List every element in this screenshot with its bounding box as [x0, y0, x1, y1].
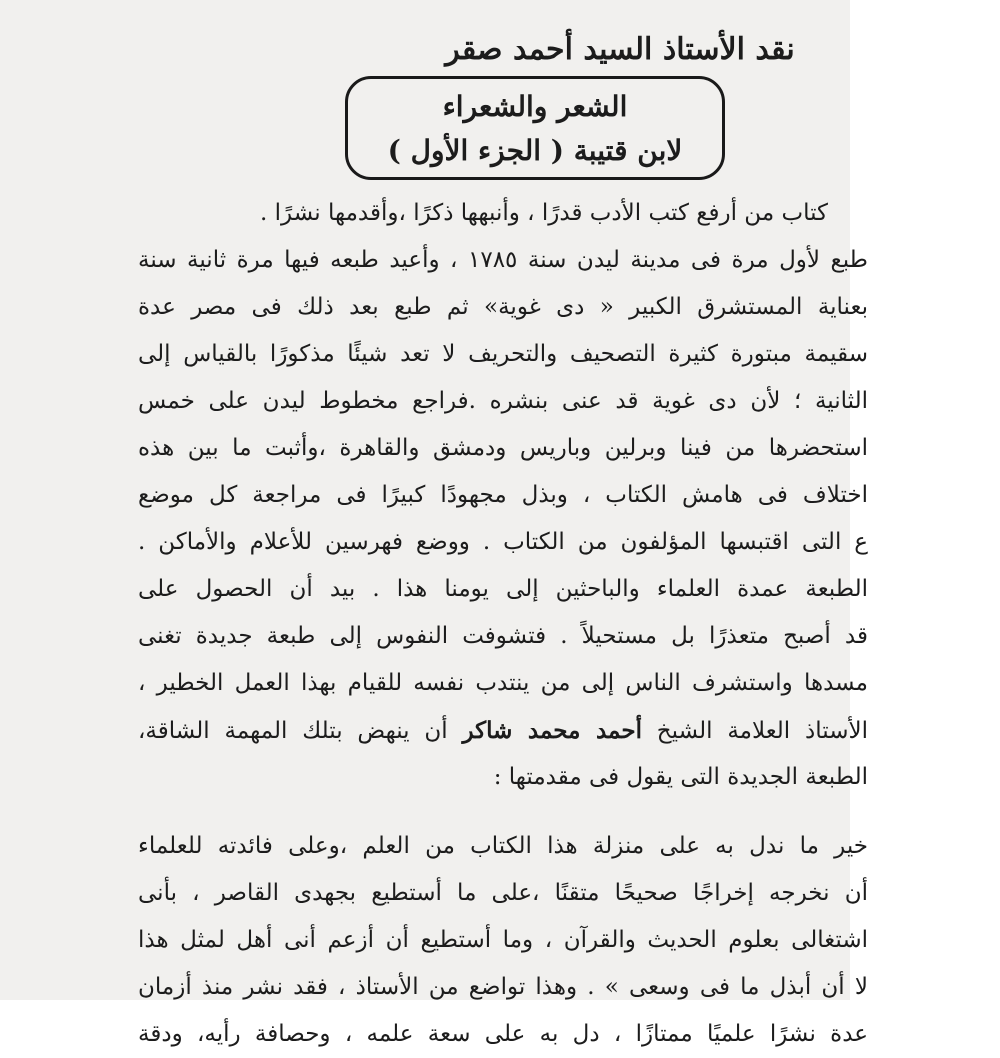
text-line: بعناية المستشرق الكبير « دى غوية» ثم طبع بعد ذلك فى مصر عدة	[138, 294, 868, 320]
book-title: الشعر والشعراء	[442, 90, 628, 123]
text-line: طبع لأول مرة فى مدينة ليدن سنة ١٧٨٥ ، وأعيد طبعه فيها مرة ثانية سنة	[138, 247, 868, 273]
body-text	[138, 190, 868, 1058]
text-fragment: أن ينهض بتلك المهمة الشاقة،	[138, 718, 448, 744]
scholar-name: أحمد محمد شاكر	[462, 717, 642, 744]
quote-line: اشتغالى بعلوم الحديث والقرآن ، وما أستطيع أن أزعم أنى أهل لمثل هذا	[138, 927, 868, 953]
text-line: استحضرها من فينا وبرلين وباريس ودمشق والقاهرة ،وأثبت ما بين هذه	[138, 435, 868, 461]
article-heading: نقد الأستاذ السيد أحمد صقر	[445, 32, 795, 67]
text-line: الثانية ؛ لأن دى غوية قد عنى بنشره .فراجع مخطوط ليدن على خمس	[138, 388, 868, 414]
quote-line: خير ما ندل به على منزلة هذا الكتاب من العلم ،وعلى فائدته للعلماء	[138, 833, 868, 859]
book-author: لابن قتيبة ( الجزء الأول )	[387, 134, 683, 167]
text-line: ع التى اقتبسها المؤلفون من الكتاب . ووضع فهرسين للأعلام والأماكن .	[138, 529, 868, 555]
text-line: اختلاف فى هامش الكتاب ، وبذل مجهودًا كبيرًا فى مراجعة كل موضع	[138, 482, 868, 508]
text-line: قد أصبح متعذرًا بل مستحيلاً . فتشوفت النفوس إلى طبعة جديدة تغنى	[138, 623, 868, 649]
book-title-box	[345, 76, 725, 180]
quote-line: أن نخرجه إخراجًا صحيحًا متقنًا ،على ما أستطيع بجهدى القاصر ، بأنى	[138, 880, 868, 906]
document-text-area	[138, 0, 868, 1047]
text-line: سقيمة مبتورة كثيرة التصحيف والتحريف لا تعد شيئًا مذكورًا بالقياس إلى	[138, 341, 868, 367]
paragraph-gap	[138, 801, 868, 823]
text-fragment: الأستاذ العلامة الشيخ	[656, 718, 868, 744]
quote-line: لا أن أبذل ما فى وسعى » . وهذا تواضع من الأستاذ ، فقد نشر منذ أزمان	[138, 974, 868, 1000]
text-line: الطبعة الجديدة التى يقول فى مقدمتها :	[493, 764, 868, 790]
quote-line: عدة نشرًا علميًا ممتازًا ، دل به على سعة علمه ، وحصافة رأيه، ودقة	[138, 1021, 868, 1047]
text-line: مسدها واستشرف الناس إلى من ينتدب نفسه للقيام بهذا العمل الخطير ،	[138, 670, 868, 696]
paper-margin	[850, 0, 1000, 1000]
text-line: الطبعة عمدة العلماء والباحثين إلى يومنا هذا . بيد أن الحصول على	[138, 576, 868, 602]
text-line: كتاب من أرفع كتب الأدب قدرًا ، وأنبهها ذكرًا ،وأقدمها نشرًا .	[260, 200, 828, 226]
text-line-shakir	[138, 707, 868, 754]
